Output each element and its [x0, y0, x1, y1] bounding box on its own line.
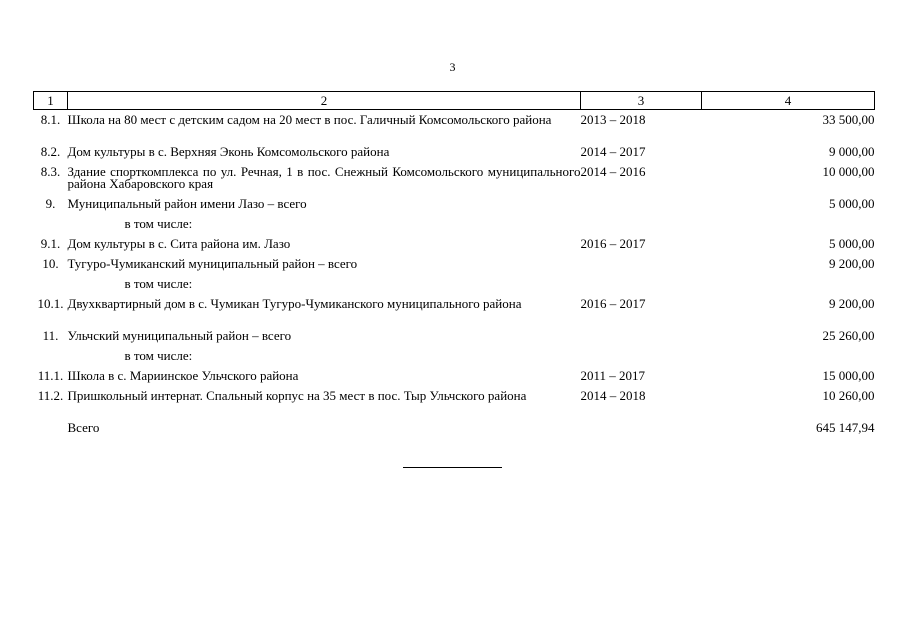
row-name: Муниципальный район имени Лазо – всего [67, 196, 307, 211]
table-row [34, 166, 875, 198]
total-amount: 645 147,94 [816, 420, 875, 435]
row-amount: 9 200,00 [829, 256, 875, 271]
header-col-2: 2 [68, 92, 581, 110]
row-name: Ульчский муниципальный район – всего [67, 328, 292, 343]
table-row [34, 198, 875, 218]
row-amount: 9 000,00 [829, 144, 875, 159]
table-row [34, 370, 875, 390]
row-period: 2014 – 2018 [580, 388, 646, 403]
table-row [34, 350, 875, 370]
row-name: Тугуро-Чумиканский муниципальный район – всего [67, 256, 358, 271]
row-amount: 33 500,00 [822, 112, 875, 127]
footer-rule [403, 467, 502, 468]
row-amount: 9 200,00 [829, 296, 875, 311]
row-number [34, 422, 68, 442]
row-name: в том числе: [124, 216, 193, 231]
table-row [34, 330, 875, 350]
table-row [34, 146, 875, 166]
row-name: в том числе: [124, 276, 193, 291]
row-period: 2014 – 2017 [580, 144, 646, 159]
row-amount [702, 278, 875, 298]
row-number: 9. [45, 196, 56, 211]
total-label: Всего [67, 420, 100, 435]
table-row [34, 238, 875, 258]
row-number [34, 278, 68, 298]
table-row [34, 390, 875, 422]
table-header-row [34, 92, 875, 110]
row-number: 10. [42, 256, 59, 271]
header-col-1: 1 [34, 92, 68, 110]
row-period: 2013 – 2018 [580, 112, 646, 127]
row-period [581, 278, 702, 298]
row-period [581, 258, 702, 278]
row-period: 2014 – 2016 [580, 164, 646, 179]
table-row [34, 278, 875, 298]
row-number: 9.1. [40, 236, 61, 251]
row-period [581, 350, 702, 370]
row-amount: 15 000,00 [822, 368, 875, 383]
row-amount: 25 260,00 [822, 328, 875, 343]
row-name: Дом культуры в с. Сита района им. Лазо [67, 236, 291, 251]
row-name: Школа на 80 мест с детским садом на 20 мест в пос. Галичный Комсомольского района [67, 112, 552, 127]
row-amount: 5 000,00 [829, 196, 875, 211]
row-name: Здание спорткомплекса по ул. Речная, 1 в пос. Снежный Комсомольского муниципального района Хабаровского края [67, 164, 581, 191]
row-period: 2011 – 2017 [580, 368, 646, 383]
row-period [581, 422, 702, 442]
row-number: 11.1. [37, 368, 64, 383]
row-period [581, 330, 702, 350]
row-period: 2016 – 2017 [580, 296, 646, 311]
row-period [581, 198, 702, 218]
row-number [34, 218, 68, 238]
table-row [34, 218, 875, 238]
row-amount: 10 000,00 [822, 164, 875, 179]
row-number: 8.3. [40, 164, 61, 179]
row-number [34, 350, 68, 370]
row-name: в том числе: [124, 348, 193, 363]
header-col-4: 4 [702, 92, 875, 110]
row-number: 10.1. [37, 296, 64, 311]
row-period: 2016 – 2017 [580, 236, 646, 251]
row-name: Дом культуры в с. Верхняя Эконь Комсомольского района [67, 144, 390, 159]
table-row [34, 110, 875, 147]
row-number: 11.2. [37, 388, 64, 403]
header-col-3: 3 [581, 92, 702, 110]
row-amount: 5 000,00 [829, 236, 875, 251]
row-amount [702, 350, 875, 370]
row-number: 8.1. [40, 112, 61, 127]
row-name: Школа в с. Мариинское Ульчского района [67, 368, 299, 383]
page-number: 3 [449, 60, 456, 74]
row-number: 11. [42, 328, 59, 343]
row-name: Двухквартирный дом в с. Чумикан Тугуро-Чумиканского муниципального района [67, 296, 522, 311]
funding-table [33, 91, 875, 442]
table-row [34, 298, 875, 330]
table-row [34, 258, 875, 278]
row-period [581, 218, 702, 238]
table-total-row [34, 422, 875, 442]
row-name: Пришкольный интернат. Спальный корпус на 35 мест в пос. Тыр Ульчского района [67, 388, 527, 403]
row-amount: 10 260,00 [822, 388, 875, 403]
row-number: 8.2. [40, 144, 61, 159]
row-amount [702, 218, 875, 238]
